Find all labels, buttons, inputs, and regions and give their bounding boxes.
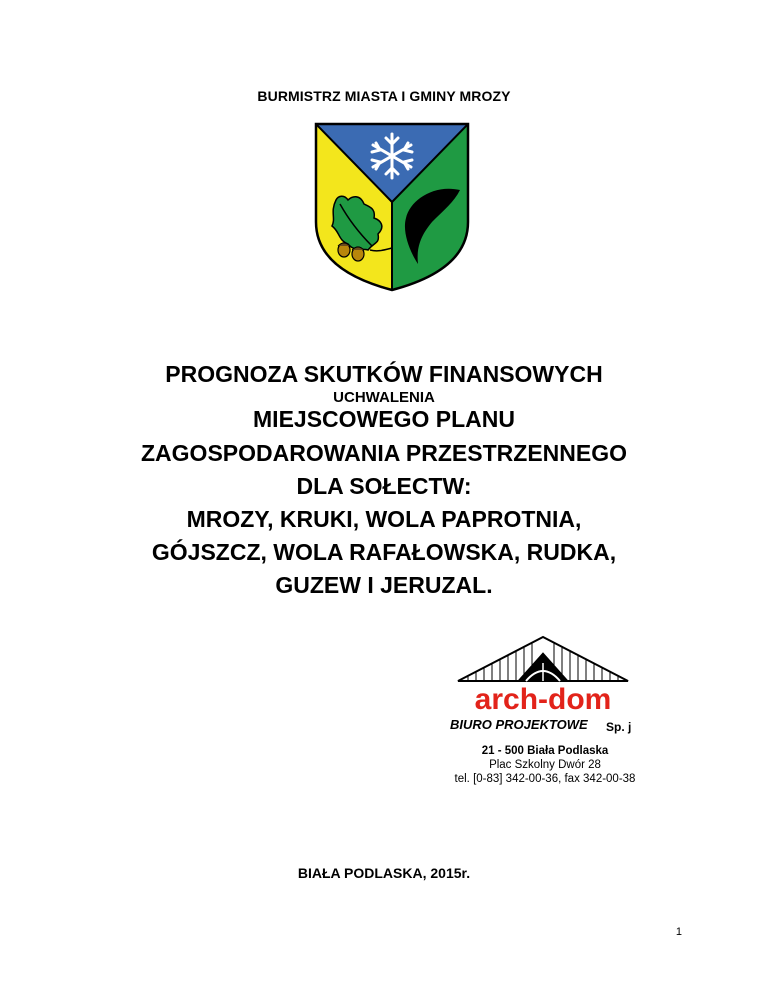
- title-line-4: ZAGOSPODAROWANIA PRZESTRZENNEGO: [141, 440, 627, 466]
- arch-dom-logo: [438, 633, 648, 738]
- roof-icon: [458, 637, 628, 681]
- issuing-authority: BURMISTRZ MIASTA I GMINY MROZY: [257, 88, 511, 104]
- title-line-1: PROGNOZA SKUTKÓW FINANSOWYCH: [165, 361, 603, 387]
- company-address-line-2: Plac Szkolny Dwór 28: [489, 759, 601, 771]
- logo-subtitle: BIURO PROJEKTOWE: [450, 717, 588, 732]
- place-and-date: BIAŁA PODLASKA, 2015r.: [297, 865, 471, 881]
- page-number: 1: [675, 926, 682, 938]
- title-line-5: DLA SOŁECTW:: [296, 473, 472, 499]
- company-contact-line: tel. [0-83] 342-00-36, fax 342-00-38: [454, 773, 636, 785]
- logo-suffix: Sp. j: [606, 720, 632, 734]
- logo-wordmark: arch-dom: [474, 683, 612, 716]
- title-line-3: MIEJSCOWEGO PLANU: [253, 406, 515, 432]
- title-line-7: GÓJSZCZ, WOLA RAFAŁOWSKA, RUDKA,: [151, 539, 617, 565]
- company-address-line-1: 21 - 500 Biała Podlaska: [481, 745, 609, 757]
- title-line-6: MROZY, KRUKI, WOLA PAPROTNIA,: [186, 506, 582, 532]
- coat-of-arms-emblem: [314, 122, 470, 292]
- title-line-2: UCHWALENIA: [333, 389, 435, 406]
- title-line-8: GUZEW I JERUZAL.: [275, 572, 493, 598]
